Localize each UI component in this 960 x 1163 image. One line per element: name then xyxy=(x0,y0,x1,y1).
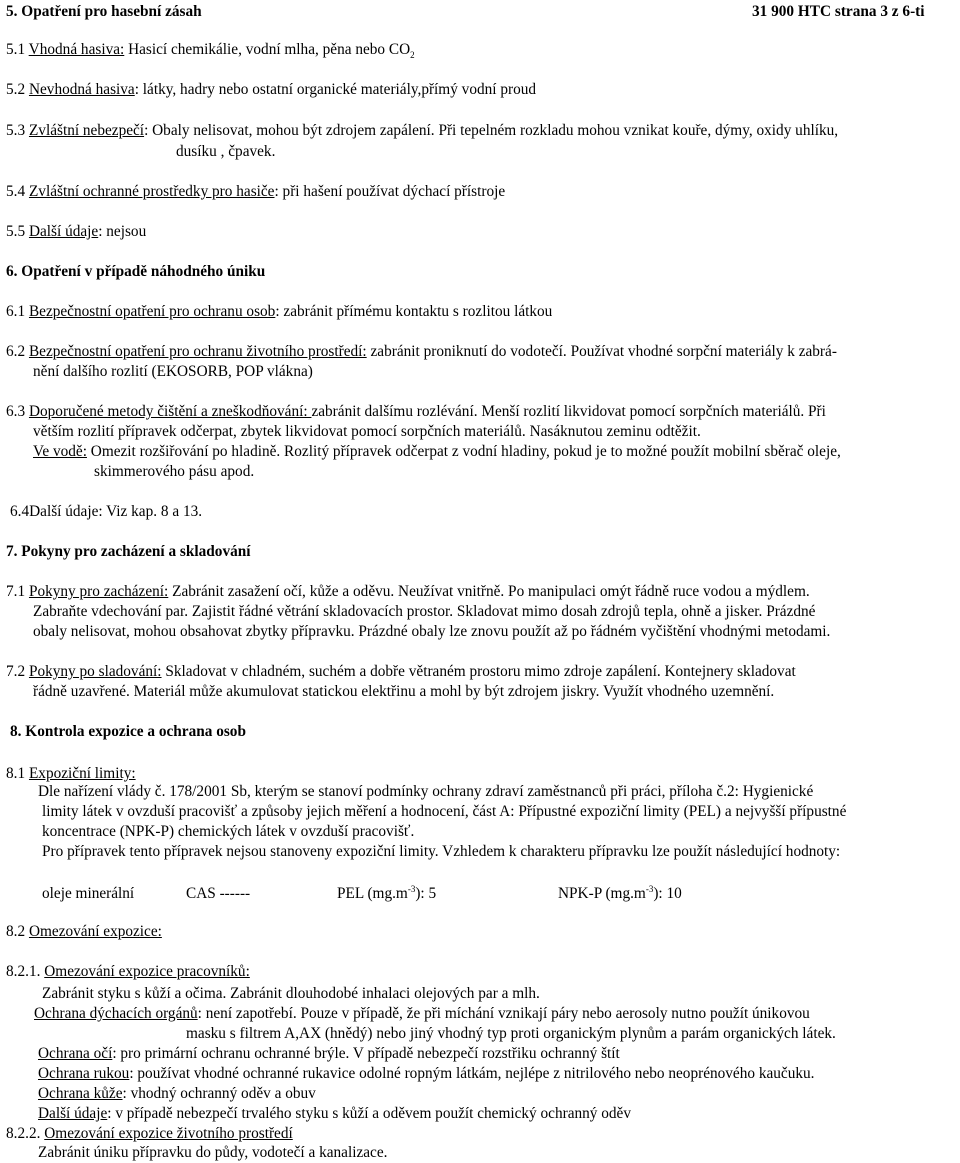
item-5-5: 5.5 Další údaje: nejsou xyxy=(6,223,147,240)
item-label: Ochrana rukou xyxy=(38,1065,130,1082)
item-5-3: 5.3 Zvláštní nebezpečí: Obaly nelisovat, mohou být zdrojem zapálení. Při tepelném rozkladu mohou vznikat kouře, dýmy, oxidy uhlíku, xyxy=(6,122,839,139)
item-5-3-continued: dusíku , čpavek. xyxy=(176,143,276,160)
item-label: Další údaje xyxy=(28,223,99,240)
item-label: Vhodná hasiva: xyxy=(28,41,125,58)
item-label: Pokyny pro zacházení: xyxy=(28,583,169,600)
item-8-1-para3: koncentrace (NPK-P) chemických látek v ovzduší pracovišť. xyxy=(42,823,415,840)
respiratory-protection: Ochrana dýchacích orgánů: není zapotřebí. Pouze v případě, že při míchání vznikají páry nebo aerosoly nutno použít únikovou xyxy=(34,1005,810,1022)
item-5-2: 5.2 Nevhodná hasiva: látky, hadry nebo ostatní organické materiály,přímý vodní proud xyxy=(6,81,537,98)
item-7-2: 7.2 Pokyny po sladování: Skladovat v chladném, suchém a dobře větraném prostoru mimo zdroje zapálení. Kontejnery skladovat xyxy=(6,663,796,680)
item-label: Další údaje xyxy=(38,1105,108,1122)
item-label: Zvláštní ochranné prostředky pro hasiče xyxy=(28,183,275,200)
item-7-1: 7.1 Pokyny pro zacházení: Zabránit zasažení očí, kůže a oděvu. Neužívat vnitřně. Po manipulaci omýt řádně ruce vodou a mýdlem. xyxy=(6,583,810,600)
item-6-2: 6.2 Bezpečnostní opatření pro ochranu životního prostředí: zabránit proniknutí do vodotečí. Používat vhodné sorpční materiály k zabrá- xyxy=(6,343,837,360)
item-label: Omezování expozice životního prostředí xyxy=(44,1125,293,1142)
section-heading: 7. Pokyny pro zacházení a skladování xyxy=(6,543,251,560)
item-label: Pokyny po sladování: xyxy=(28,663,162,680)
item-label: Bezpečnostní opatření pro ochranu osob xyxy=(28,303,276,320)
item-label: Omezování expozice pracovníků: xyxy=(44,963,250,980)
item-7-2-line2: řádně uzavřené. Materiál může akumulovat statickou elektřinu a mohl by být zdrojem jiskry. Využít vhodného uzemnění. xyxy=(33,683,775,700)
item-label: Ochrana kůže xyxy=(38,1085,123,1102)
item-8-2-2-line1: Zabránit úniku přípravku do půdy, vodotečí a kanalizace. xyxy=(38,1144,388,1161)
section-heading: 6. Opatření v případě náhodného úniku xyxy=(6,263,266,280)
item-label: Zvláštní nebezpečí xyxy=(28,122,145,139)
item-6-4: 6.4Další údaje: Viz kap. 8 a 13. xyxy=(10,503,203,520)
item-7-1-line3: obaly nelisovat, mohou obsahovat zbytky přípravku. Prázdné obaly lze znovu použít až po řádném vyčištění vhodnými metodami. xyxy=(33,623,831,640)
limit-npk: NPK-P $(mg.m^{-3})$: 10 xyxy=(558,883,682,902)
item-6-1: 6.1 Bezpečnostní opatření pro ochranu osob: zabránit přímému kontaktu s rozlitou látkou xyxy=(6,303,553,320)
item-8-1-para2: limity látek v ovzduší pracovišť a způsoby jejich měření a hodnocení, část A: Přípustné expoziční limity (PEL) a nejvyšší přípustné xyxy=(42,803,847,820)
item-5-1: 5.1 Vhodná hasiva: Hasicí chemikálie, vodní mlha, pěna nebo $CO_2$ xyxy=(6,41,415,61)
section-heading: 5. Opatření pro hasební zásah xyxy=(6,3,202,20)
item-8-2-2: 8.2.2. Omezování expozice životního prostředí xyxy=(6,1125,293,1142)
eye-protection: Ochrana očí: pro primární ochranu ochranné brýle. V případě nebezpečí rozstřiku ochranný štít xyxy=(38,1045,620,1062)
item-6-3-water: Ve vodě: Omezit rozšiřování po hladině. Rozlitý přípravek odčerpat z vodní hladiny, pokud je to možné použít mobilní sběrač oleje, xyxy=(33,443,841,460)
item-8-2-1-line1: Zabránit styku s kůží a očima. Zabránit dlouhodobé inhalaci olejových par a mlh. xyxy=(42,985,540,1002)
item-label: Nevhodná hasiva xyxy=(28,81,135,98)
section-heading: 8. Kontrola expozice a ochrana osob xyxy=(10,723,246,740)
item-8-2: 8.2 Omezování expozice: xyxy=(6,923,162,940)
item-6-3-water-continued: skimmerového pásu apod. xyxy=(94,463,255,480)
respiratory-protection-continued: masku s filtrem A,AX (hnědý) nebo jiný vhodný typ proti organickým plynům a parám organických látek. xyxy=(186,1025,836,1042)
item-8-1-para4: Pro přípravek tento přípravek nejsou stanoveny expoziční limity. Vzhledem k charakteru přípravku lze použít následující hodnoty: xyxy=(42,843,841,860)
item-6-3: 6.3 Doporučené metody čištění a zneškodňování: zabránit dalšímu rozlévání. Menší rozlití likvidovat pomocí sorpčních materiálů. Při xyxy=(6,403,826,420)
skin-protection: Ochrana kůže: vhodný ochranný oděv a obuv xyxy=(38,1085,316,1102)
other-info: Další údaje: v případě nebezpečí trvalého styku s kůží a oděvem použít chemický ochranný oděv xyxy=(38,1105,631,1122)
limit-pel: PEL $(mg.m^{-3})$: 5 xyxy=(337,883,437,902)
item-6-3-line2: větším rozlití přípravek odčerpat, zbytek likvidovat pomocí sorpčních materiálů. Nasáknutou zeminu odtěžit. xyxy=(33,423,701,440)
item-6-2-continued: nění dalšího rozlití (EKOSORB, POP vlákna) xyxy=(33,363,313,380)
item-label: Omezování expozice: xyxy=(28,923,162,940)
item-label: Expoziční limity: xyxy=(28,765,136,782)
item-5-4: 5.4 Zvláštní ochranné prostředky pro hasiče: při hašení používat dýchací přístroje xyxy=(6,183,506,200)
item-8-2-1: 8.2.1. Omezování expozice pracovníků: xyxy=(6,963,250,980)
item-label: Doporučené metody čištění a zneškodňování: xyxy=(28,403,312,420)
limit-substance: oleje minerální xyxy=(42,885,135,902)
page-reference: 31 900 HTC strana 3 z 6-ti xyxy=(752,3,925,20)
item-label: Bezpečnostní opatření pro ochranu životního prostředí: xyxy=(28,343,367,360)
limit-cas: CAS ------ xyxy=(186,885,251,902)
item-8-1: 8.1 Expoziční limity: xyxy=(6,765,136,782)
hand-protection: Ochrana rukou: používat vhodné ochranné rukavice odolné ropným látkám, nejlépe z nitrilového nebo neoprénového kaučuku. xyxy=(38,1065,815,1082)
item-label: Ve vodě: xyxy=(33,443,87,460)
item-8-1-para1: Dle nařízení vlády č. 178/2001 Sb, kterým se stanoví podmínky ochrany zdraví zaměstnanců při práci, příloha č.2: Hygienické xyxy=(38,783,814,800)
item-label: Ochrana dýchacích orgánů xyxy=(34,1005,198,1022)
item-7-1-line2: Zabraňte vdechování par. Zajistit řádné větrání skladovacích prostor. Skladovat mimo dosah zdrojů tepla, ohně a jisker. Prázdné xyxy=(33,603,816,620)
item-label: Ochrana očí xyxy=(38,1045,113,1062)
